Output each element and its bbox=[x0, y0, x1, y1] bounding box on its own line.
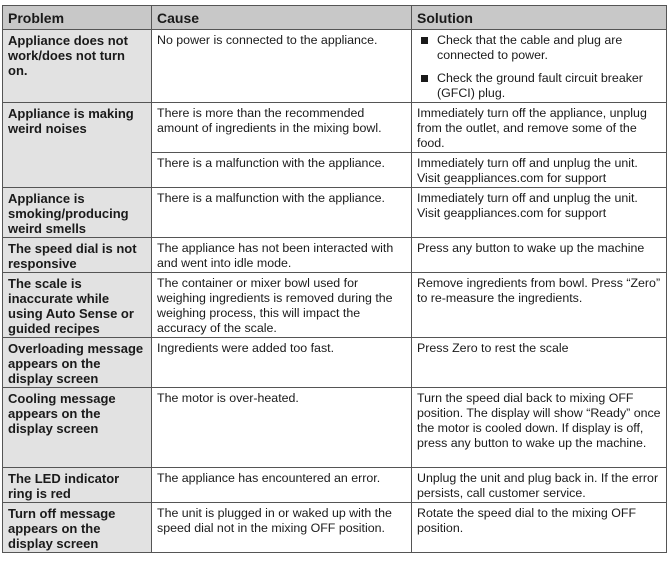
solution-cell: Immediately turn off the appliance, unplug from the outlet, and remove some of the food. bbox=[412, 103, 667, 153]
solution-cell: Remove ingredients from bowl. Press “Zero” to re-measure the ingredients. bbox=[412, 273, 667, 338]
problem-cell: The LED indicator ring is red bbox=[3, 468, 152, 503]
square-bullet-icon bbox=[421, 37, 428, 44]
troubleshooting-table bbox=[2, 5, 667, 553]
solution-bullet-text: Check the ground fault circuit breaker (GFCI) plug. bbox=[437, 71, 643, 100]
header-solution: Solution bbox=[412, 6, 667, 30]
solution-cell: Turn the speed dial back to mixing OFF position. The display will show “Ready” once the motor is cooled down. If display is off, press any button to wake up the machine. bbox=[412, 388, 667, 468]
cause-cell: The appliance has not been interacted with and went into idle mode. bbox=[152, 238, 412, 273]
cause-cell: The appliance has encountered an error. bbox=[152, 468, 412, 503]
solution-cell: Immediately turn off and unplug the unit. Visit geappliances.com for support bbox=[412, 188, 667, 238]
table-row bbox=[3, 238, 667, 273]
problem-cell: Cooling message appears on the display screen bbox=[3, 388, 152, 468]
cause-cell: Ingredients were added too fast. bbox=[152, 338, 412, 388]
cause-cell: No power is connected to the appliance. bbox=[152, 30, 412, 103]
cause-cell: The unit is plugged in or waked up with the speed dial not in the mixing OFF position. bbox=[152, 503, 412, 553]
solution-cell: Press any button to wake up the machine bbox=[412, 238, 667, 273]
table-row bbox=[3, 30, 667, 103]
problem-cell: The speed dial is not responsive bbox=[3, 238, 152, 273]
solution-bullet bbox=[417, 71, 662, 101]
problem-cell: Appliance does not work/does not turn on. bbox=[3, 30, 152, 103]
table-row bbox=[3, 503, 667, 553]
cause-cell: There is a malfunction with the appliance. bbox=[152, 188, 412, 238]
table-row bbox=[3, 388, 667, 468]
problem-cell: Appliance is making weird noises bbox=[3, 103, 152, 188]
header-row bbox=[3, 6, 667, 30]
header-problem: Problem bbox=[3, 6, 152, 30]
table-row bbox=[3, 338, 667, 388]
cause-cell: There is more than the recommended amount of ingredients in the mixing bowl. bbox=[152, 103, 412, 153]
square-bullet-icon bbox=[421, 75, 428, 82]
cause-cell: The container or mixer bowl used for weighing ingredients is removed during the weighing process, this will impact the accuracy of the scale. bbox=[152, 273, 412, 338]
solution-bullet bbox=[417, 33, 662, 63]
table-row bbox=[3, 468, 667, 503]
solution-cell: Rotate the speed dial to the mixing OFF position. bbox=[412, 503, 667, 553]
cause-cell: The motor is over-heated. bbox=[152, 388, 412, 468]
problem-cell: The scale is inaccurate while using Auto Sense or guided recipes bbox=[3, 273, 152, 338]
table-row bbox=[3, 188, 667, 238]
problem-cell: Appliance is smoking/producing weird smells bbox=[3, 188, 152, 238]
cause-cell: There is a malfunction with the appliance. bbox=[152, 153, 412, 188]
solution-bullet-text: Check that the cable and plug are connected to power. bbox=[437, 33, 623, 62]
solution-cell: Press Zero to rest the scale bbox=[412, 338, 667, 388]
solution-cell bbox=[412, 30, 667, 103]
problem-cell: Turn off message appears on the display screen bbox=[3, 503, 152, 553]
troubleshooting-table-container bbox=[2, 5, 667, 553]
table-row bbox=[3, 103, 667, 153]
solution-cell: Unplug the unit and plug back in. If the error persists, call customer service. bbox=[412, 468, 667, 503]
solution-cell: Immediately turn off and unplug the unit. Visit geappliances.com for support bbox=[412, 153, 667, 188]
header-cause: Cause bbox=[152, 6, 412, 30]
table-row bbox=[3, 273, 667, 338]
problem-cell: Overloading message appears on the display screen bbox=[3, 338, 152, 388]
